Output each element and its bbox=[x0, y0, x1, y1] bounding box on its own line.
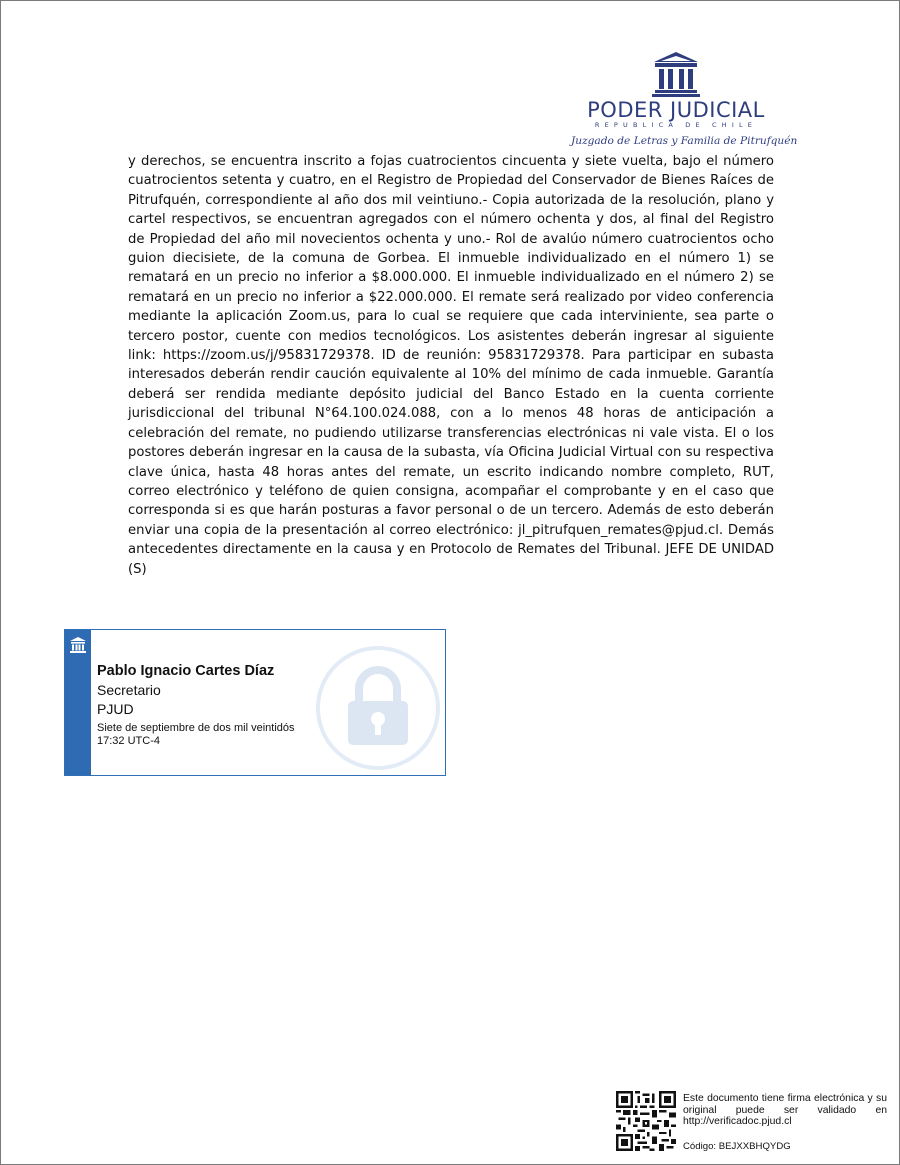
electronic-signature-box bbox=[64, 629, 446, 776]
document-body-text: y derechos, se encuentra inscrito a fojas cuatrocientos cincuenta y siete vuelta, bajo el número cuatrocientos setenta y cuatro, en el Registro de Propiedad del Conservador de Bienes Raíces de Pitrufquén, correspondiente al año dos mil veintiuno.- Copia autorizada de la resolución, plano y cartel respectivos, se encuentran agregados con el número ochenta y dos, al final del Registro de Propiedad del año mil novecientos ochenta y uno.- Rol de avalúo número cuatrocientos ocho guion diecisiete, de la comuna de Gorbea. El inmueble individualizado en el número 1) se rematará en un precio no inferior a $8.000.000. El inmueble individualizado en el número 2) se rematará en un precio no inferior a $22.000.000. El remate será realizado por video conferencia mediante la aplicación Zoom.us, para lo cual se requiere que cada interviniente, sea parte o tercero postor, cuente con medios tecnológicos. Los asistentes deberán ingresar al siguiente link: https://zoom.us/j/95831729378. ID de reunión: 95831729378. Para participar en subasta interesados deberán rendir caución equivalente al 10% del mínimo de cada inmueble. Garantía deberá ser rendida mediante depósito judicial del Banco Estado en la cuenta corriente jurisdiccional del tribunal N°64.100.024.088, con a lo menos 48 horas de anticipación a celebración del remate, no pudiendo utilizarse transferencias electrónicas ni vale vista. El o los postores deberán ingresar en la causa de la subasta, vía Oficina Judicial Virtual con su respectiva clave única, hasta 48 horas antes del remate, un escrito indicando nombre completo, RUT, correo electrónico y teléfono de quien consigna, acompañar el comprobante y en el caso que corresponda si es que harán posturas a favor personal o de un tercero. Además de esto deberán enviar una copia de la presentación al correo electrónico: jl_pitrufquen_remates@pjud.cl. Demás antecedentes directamente en la causa y en Protocolo de Remates del Tribunal. JEFE DE UNIDAD (S) bbox=[128, 154, 774, 577]
signer-role: Secretario bbox=[97, 682, 161, 698]
court-name: Juzgado de Letras y Familia de Pitrufquén bbox=[571, 135, 798, 147]
verification-note: Este documento tiene firma electrónica y su original puede ser validado en http://verificadoc.pjud.cl bbox=[683, 1093, 887, 1128]
verification-footer bbox=[616, 1091, 891, 1155]
signature-details bbox=[97, 662, 295, 748]
signer-organization: PJUD bbox=[97, 701, 134, 717]
signer-name: Pablo Ignacio Cartes Díaz bbox=[97, 663, 275, 679]
courthouse-icon bbox=[69, 636, 87, 654]
qr-code-icon[interactable] bbox=[616, 1091, 676, 1151]
signature-time: 17:32 UTC-4 bbox=[97, 735, 160, 747]
verification-code: Código: BEJXXBHQYDG bbox=[683, 1141, 791, 1152]
logo-subtitle: REPUBLICA DE CHILE bbox=[594, 121, 758, 129]
signature-side-bar bbox=[65, 630, 91, 775]
logo-title: PODER JUDICIAL bbox=[587, 98, 765, 122]
poder-judicial-logo bbox=[571, 51, 798, 149]
signature-date: Siete de septiembre de dos mil veintidós bbox=[97, 722, 295, 734]
lock-icon bbox=[315, 645, 441, 771]
courthouse-icon bbox=[651, 51, 701, 97]
